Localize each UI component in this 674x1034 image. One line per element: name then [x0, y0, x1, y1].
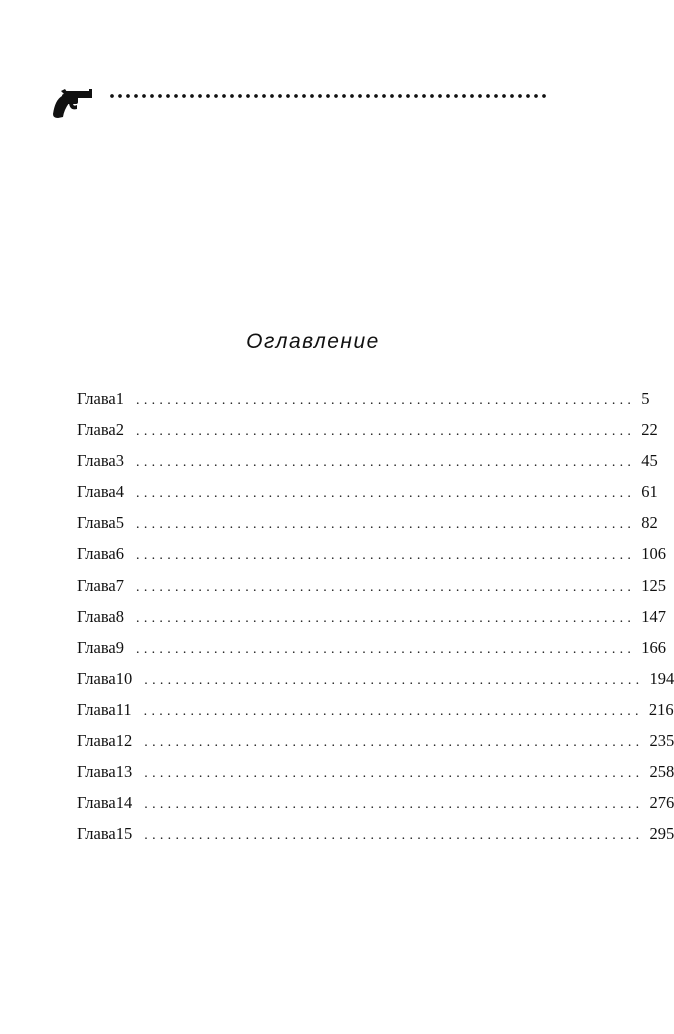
toc-chapter-label: Глава	[77, 824, 116, 844]
toc-leader-dots: ................................................................	[136, 517, 636, 533]
toc-page-number: 295	[649, 824, 674, 844]
toc-chapter-label: Глава	[77, 575, 116, 595]
toc-leader-dots: ................................................................	[144, 828, 644, 844]
toc-page-number: 258	[649, 762, 674, 782]
toc-leader-dots: ................................................................	[136, 579, 636, 595]
toc-chapter-label: Глава	[77, 451, 116, 471]
toc-leader-dots: ................................................................	[144, 797, 644, 813]
toc-chapter-number: 14	[115, 793, 133, 813]
toc-chapter-label: Глава	[77, 482, 116, 502]
toc-chapter-label: Глава	[77, 637, 116, 657]
toc-chapter-number: 5	[115, 513, 125, 533]
toc-chapter-number: 6	[115, 544, 125, 564]
toc-chapter-label: Глава	[77, 513, 116, 533]
toc-entry	[77, 512, 658, 543]
toc-leader-dots: ................................................................	[136, 610, 636, 626]
toc-chapter-label: Глава	[77, 731, 116, 751]
toc-entry	[77, 450, 658, 481]
toc-chapter-label: Глава	[77, 668, 116, 688]
toc-chapter-number: 7	[115, 575, 125, 595]
toc-leader-dots: ................................................................	[136, 548, 636, 564]
toc-title: Оглавление	[246, 330, 380, 353]
toc-entry	[77, 575, 666, 606]
toc-chapter-label: Глава	[77, 389, 116, 408]
toc-leader-dots: ................................................................	[144, 735, 644, 751]
toc-list	[77, 388, 674, 854]
toc-chapter-number: 13	[115, 762, 133, 782]
toc-chapter-label: Глава	[77, 793, 116, 813]
toc-entry	[77, 637, 666, 668]
toc-chapter-number: 2	[115, 420, 125, 440]
toc-chapter-number: 12	[115, 731, 133, 751]
toc-entry	[77, 543, 666, 574]
toc-page-number: 5	[641, 389, 650, 408]
toc-chapter-label: Глава	[77, 544, 116, 564]
toc-chapter-number: 15	[115, 824, 133, 844]
toc-entry	[77, 419, 658, 450]
header-ornament	[52, 84, 552, 120]
toc-entry	[77, 792, 674, 823]
toc-chapter-number: 1	[115, 389, 125, 408]
toc-page-number: 22	[641, 420, 658, 440]
toc-leader-dots: ................................................................	[144, 766, 644, 782]
toc-entry	[77, 668, 674, 699]
toc-chapter-label: Глава	[77, 699, 116, 719]
toc-page-number: 106	[641, 544, 666, 564]
toc-page-number: 45	[641, 451, 658, 471]
toc-page-number: 61	[641, 482, 658, 502]
toc-chapter-number: 3	[115, 451, 125, 471]
toc-chapter-number: 8	[115, 606, 125, 626]
toc-page-number: 166	[641, 637, 666, 657]
toc-page-number: 125	[641, 575, 666, 595]
toc-entry	[77, 388, 650, 419]
toc-entry	[77, 606, 666, 637]
dotted-rule	[108, 93, 550, 99]
toc-leader-dots: ................................................................	[136, 393, 636, 408]
toc-chapter-label: Глава	[77, 606, 116, 626]
toc-leader-dots: ................................................................	[136, 455, 636, 471]
toc-chapter-number: 11	[115, 699, 132, 719]
toc-page-number: 235	[649, 731, 674, 751]
toc-leader-dots: ................................................................	[144, 672, 644, 688]
toc-leader-dots: ................................................................	[143, 703, 643, 719]
toc-entry	[77, 730, 674, 761]
toc-chapter-number: 4	[115, 482, 125, 502]
toc-page-number: 147	[641, 606, 666, 626]
toc-chapter-number: 10	[115, 668, 133, 688]
toc-chapter-number: 9	[115, 637, 125, 657]
toc-entry	[77, 481, 658, 512]
toc-chapter-label: Глава	[77, 762, 116, 782]
toc-page-number: 194	[649, 668, 674, 688]
revolver-icon	[52, 88, 96, 120]
toc-page-number: 276	[649, 793, 674, 813]
toc-chapter-label: Глава	[77, 420, 116, 440]
toc-page-number: 216	[648, 699, 674, 719]
toc-leader-dots: ................................................................	[136, 486, 636, 502]
toc-leader-dots: ................................................................	[136, 424, 636, 440]
toc-entry	[77, 823, 674, 854]
toc-entry	[77, 761, 674, 792]
toc-entry	[77, 699, 674, 730]
toc-leader-dots: ................................................................	[136, 641, 636, 657]
toc-page-number: 82	[641, 513, 658, 533]
